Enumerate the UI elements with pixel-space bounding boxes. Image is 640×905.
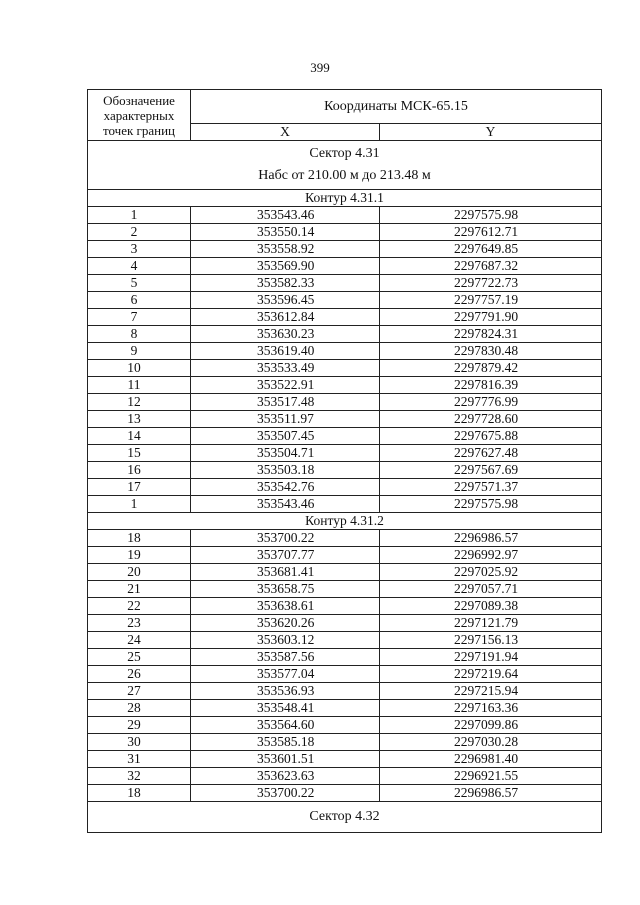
- y-coordinate: 2297215.94: [380, 683, 602, 700]
- table-row: [88, 734, 602, 751]
- y-coordinate: 2297030.28: [380, 734, 602, 751]
- point-number: 17: [88, 479, 191, 496]
- contour-title: Контур 4.31.2: [88, 513, 602, 530]
- table-row: [88, 785, 602, 802]
- y-coordinate: 2297089.38: [380, 598, 602, 615]
- point-label-header: Обозначение характерных точек границ: [88, 90, 191, 141]
- point-number: 19: [88, 547, 191, 564]
- y-coordinate: 2297025.92: [380, 564, 602, 581]
- x-coordinate: 353536.93: [191, 683, 380, 700]
- y-coordinate: 2297057.71: [380, 581, 602, 598]
- table-row: [88, 649, 602, 666]
- point-number: 18: [88, 530, 191, 547]
- point-number: 13: [88, 411, 191, 428]
- point-number: 7: [88, 309, 191, 326]
- x-coordinate: 353612.84: [191, 309, 380, 326]
- x-coordinate: 353596.45: [191, 292, 380, 309]
- y-coordinate: 2297824.31: [380, 326, 602, 343]
- y-column-header: Y: [380, 124, 602, 141]
- y-coordinate: 2296986.57: [380, 785, 602, 802]
- point-number: 4: [88, 258, 191, 275]
- point-number: 24: [88, 632, 191, 649]
- contour-title-row: [88, 190, 602, 207]
- table-row: [88, 564, 602, 581]
- table-row: [88, 462, 602, 479]
- point-number: 32: [88, 768, 191, 785]
- y-coordinate: 2297571.37: [380, 479, 602, 496]
- table-row: [88, 360, 602, 377]
- y-coordinate: 2297219.64: [380, 666, 602, 683]
- table-row: [88, 292, 602, 309]
- table-row: [88, 428, 602, 445]
- point-number: 22: [88, 598, 191, 615]
- y-coordinate: 2297675.88: [380, 428, 602, 445]
- y-coordinate: 2297612.71: [380, 224, 602, 241]
- table-row: [88, 547, 602, 564]
- x-coordinate: 353658.75: [191, 581, 380, 598]
- x-coordinate: 353542.76: [191, 479, 380, 496]
- table-row: [88, 326, 602, 343]
- y-coordinate: 2297156.13: [380, 632, 602, 649]
- x-coordinate: 353619.40: [191, 343, 380, 360]
- sector-cell: [88, 141, 602, 190]
- table-row: [88, 445, 602, 462]
- x-coordinate: 353511.97: [191, 411, 380, 428]
- table-row: [88, 751, 602, 768]
- point-number: 1: [88, 496, 191, 513]
- y-coordinate: 2297791.90: [380, 309, 602, 326]
- table-row: [88, 717, 602, 734]
- table-row: [88, 343, 602, 360]
- point-number: 16: [88, 462, 191, 479]
- x-column-header: X: [191, 124, 380, 141]
- y-coordinate: 2297575.98: [380, 207, 602, 224]
- table-row: [88, 394, 602, 411]
- sector-row: [88, 141, 602, 190]
- y-coordinate: 2297728.60: [380, 411, 602, 428]
- contour-title-row: [88, 513, 602, 530]
- x-coordinate: 353533.49: [191, 360, 380, 377]
- y-coordinate: 2297099.86: [380, 717, 602, 734]
- y-coordinate: 2297776.99: [380, 394, 602, 411]
- y-coordinate: 2297816.39: [380, 377, 602, 394]
- table-row: [88, 377, 602, 394]
- x-coordinate: 353522.91: [191, 377, 380, 394]
- y-coordinate: 2297567.69: [380, 462, 602, 479]
- next-sector-row: [88, 802, 602, 833]
- point-number: 30: [88, 734, 191, 751]
- x-coordinate: 353503.18: [191, 462, 380, 479]
- x-coordinate: 353630.23: [191, 326, 380, 343]
- x-coordinate: 353504.71: [191, 445, 380, 462]
- y-coordinate: 2297757.19: [380, 292, 602, 309]
- table-row: [88, 224, 602, 241]
- next-sector-title: Сектор 4.32: [88, 802, 602, 833]
- x-coordinate: 353543.46: [191, 496, 380, 513]
- table-row: [88, 496, 602, 513]
- y-coordinate: 2297879.42: [380, 360, 602, 377]
- point-number: 31: [88, 751, 191, 768]
- table-row: [88, 241, 602, 258]
- x-coordinate: 353507.45: [191, 428, 380, 445]
- y-coordinate: 2297687.32: [380, 258, 602, 275]
- x-coordinate: 353623.63: [191, 768, 380, 785]
- y-coordinate: 2297575.98: [380, 496, 602, 513]
- x-coordinate: 353548.41: [191, 700, 380, 717]
- x-coordinate: 353582.33: [191, 275, 380, 292]
- y-coordinate: 2296986.57: [380, 530, 602, 547]
- x-coordinate: 353543.46: [191, 207, 380, 224]
- x-coordinate: 353620.26: [191, 615, 380, 632]
- point-number: 20: [88, 564, 191, 581]
- table-row: [88, 581, 602, 598]
- x-coordinate: 353577.04: [191, 666, 380, 683]
- y-coordinate: 2297627.48: [380, 445, 602, 462]
- point-number: 9: [88, 343, 191, 360]
- table-row: [88, 632, 602, 649]
- sector-title: Сектор 4.31: [309, 146, 380, 161]
- page-number: 399: [310, 60, 330, 75]
- coordinates-table: [87, 89, 602, 833]
- table-row: [88, 615, 602, 632]
- point-number: 28: [88, 700, 191, 717]
- point-number: 29: [88, 717, 191, 734]
- table-row: [88, 666, 602, 683]
- table-row: [88, 530, 602, 547]
- x-coordinate: 353585.18: [191, 734, 380, 751]
- point-number: 2: [88, 224, 191, 241]
- y-coordinate: 2296981.40: [380, 751, 602, 768]
- y-coordinate: 2296992.97: [380, 547, 602, 564]
- table-row: [88, 207, 602, 224]
- x-coordinate: 353558.92: [191, 241, 380, 258]
- table-row: [88, 479, 602, 496]
- y-coordinate: 2297163.36: [380, 700, 602, 717]
- point-number: 3: [88, 241, 191, 258]
- y-coordinate: 2297649.85: [380, 241, 602, 258]
- table-row: [88, 309, 602, 326]
- point-number: 26: [88, 666, 191, 683]
- contour-title: Контур 4.31.1: [88, 190, 602, 207]
- point-number: 27: [88, 683, 191, 700]
- x-coordinate: 353603.12: [191, 632, 380, 649]
- x-coordinate: 353638.61: [191, 598, 380, 615]
- table-row: [88, 768, 602, 785]
- header-row: [88, 90, 602, 124]
- point-number: 5: [88, 275, 191, 292]
- y-coordinate: 2297722.73: [380, 275, 602, 292]
- x-coordinate: 353517.48: [191, 394, 380, 411]
- table-row: [88, 411, 602, 428]
- point-number: 23: [88, 615, 191, 632]
- x-coordinate: 353700.22: [191, 785, 380, 802]
- x-coordinate: 353700.22: [191, 530, 380, 547]
- point-number: 6: [88, 292, 191, 309]
- point-number: 18: [88, 785, 191, 802]
- x-coordinate: 353601.51: [191, 751, 380, 768]
- y-coordinate: 2297121.79: [380, 615, 602, 632]
- table-row: [88, 598, 602, 615]
- y-coordinate: 2296921.55: [380, 768, 602, 785]
- table-row: [88, 683, 602, 700]
- table-row: [88, 258, 602, 275]
- point-number: 10: [88, 360, 191, 377]
- x-coordinate: 353681.41: [191, 564, 380, 581]
- point-number: 15: [88, 445, 191, 462]
- x-coordinate: 353707.77: [191, 547, 380, 564]
- table-row: [88, 700, 602, 717]
- coordinates-table-body: [88, 90, 602, 833]
- point-number: 12: [88, 394, 191, 411]
- y-coordinate: 2297191.94: [380, 649, 602, 666]
- point-number: 14: [88, 428, 191, 445]
- y-coordinate: 2297830.48: [380, 343, 602, 360]
- x-coordinate: 353550.14: [191, 224, 380, 241]
- x-coordinate: 353587.56: [191, 649, 380, 666]
- point-number: 25: [88, 649, 191, 666]
- point-number: 1: [88, 207, 191, 224]
- point-number: 21: [88, 581, 191, 598]
- point-number: 11: [88, 377, 191, 394]
- x-coordinate: 353564.60: [191, 717, 380, 734]
- point-number: 8: [88, 326, 191, 343]
- sector-height-range: Набс от 210.00 м до 213.48 м: [258, 168, 431, 183]
- x-coordinate: 353569.90: [191, 258, 380, 275]
- table-row: [88, 275, 602, 292]
- coordinates-title-header: Координаты МСК-65.15: [191, 90, 602, 124]
